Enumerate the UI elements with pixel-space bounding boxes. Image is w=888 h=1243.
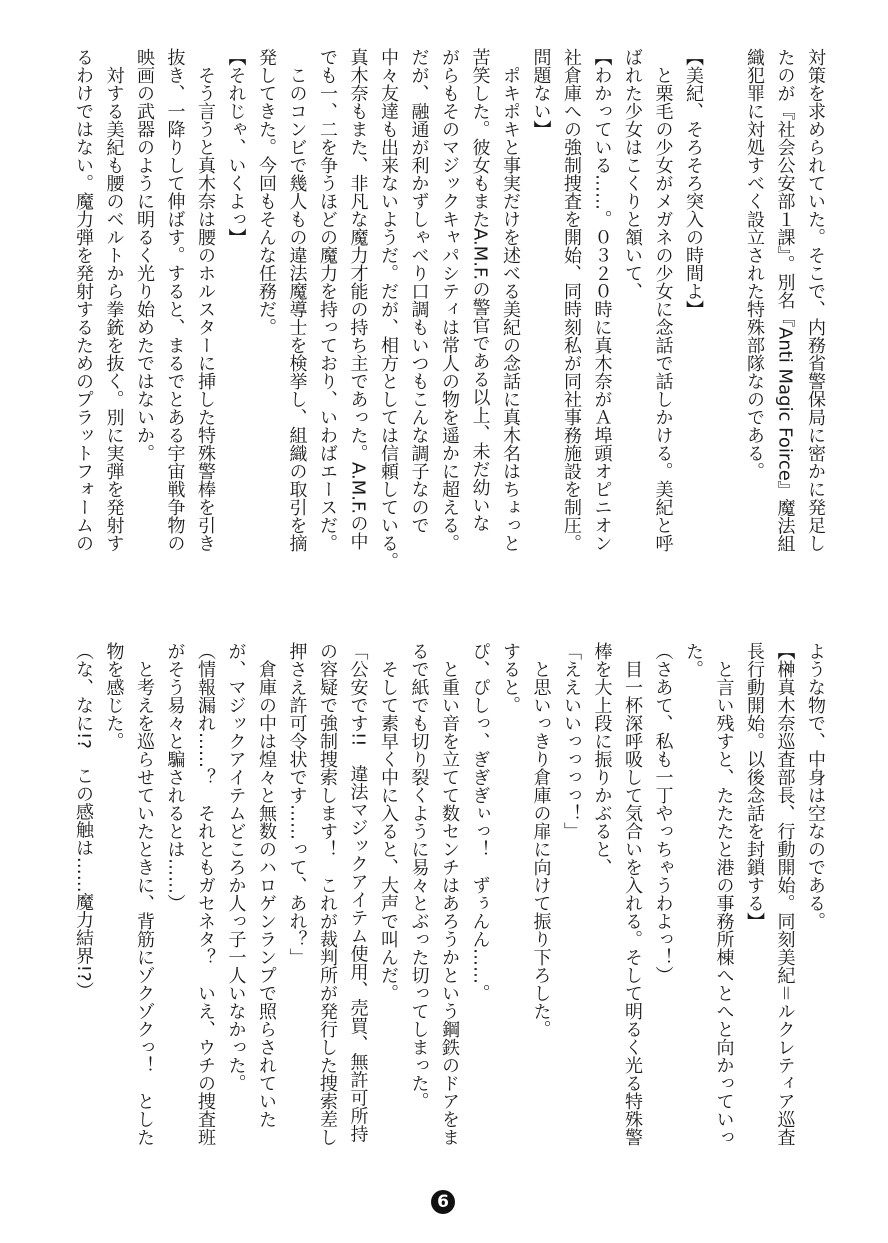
text-block-top [60,48,830,588]
text-line: 対策を求められていた。そこで、内務省警保局に密かに発足し [805,48,826,552]
text-line: 苦笑した。彼女もまたA.M.F.の警官である以上、未だ幼いな [469,48,491,533]
text-line: 倉庫の中は煌々と無数のハロゲンランプで照らされていた [256,642,277,1128]
text-line: と思いっきり倉庫の扉に向けて振り下ろした。 [530,642,552,1038]
text-line: だが、融通が利かずしゃべり口調もいつもこんな調子なので [408,48,430,534]
text-line: 【榊真木奈巡査部長、行動開始。同刻美紀＝ルクレティア巡査 [774,642,796,1146]
text-line: ような物で、中身は空なのである。 [805,642,826,930]
text-line: 「公安です!! 違法マジックアイテム使用、売買、無許可所持 [347,642,369,1143]
text-line: 物を感じた。 [103,642,125,750]
text-line: ぴ、ぴしっ、ぎぎぎぃっ！ ずぅんん……。 [469,642,491,1002]
text-line: と考えを巡らせていたときに、背筋にゾクゾクっ！ とした [134,642,155,1146]
text-block-bottom [60,642,830,1172]
text-line: 真木奈もまた、非凡な魔力才能の持ち主であった。A.M.F.の中 [347,48,369,551]
text-line: るわけではない。魔力弾を発射するためのプラットフォームの [73,48,94,552]
text-line: 問題ない】 [530,48,552,138]
text-line: と栗毛の少女がメガネの少女に念話で話しかける。美紀と呼 [652,48,674,552]
text-line: 【美紀、そろそろ突入の時間よ】 [683,48,704,318]
text-line: と重い音を立てて数センチはあろうかという鋼鉄のドアをま [439,642,460,1146]
text-line: 「ええいいっっっっ！」 [561,642,582,840]
text-line: そして素早く中に入ると、大声で叫んだ。 [378,642,399,1002]
text-line: 映画の武器のように明るく光り始めたではないか。 [134,48,155,462]
text-line: の容疑で強制捜索します！ これが裁判所が発行した捜索差し [317,642,338,1146]
text-line: 長行動開始。以後念話を封鎖する】 [744,642,765,930]
text-line: たのが『社会公安部１課』。別名『Anti Magic Foirce』魔法組 [774,48,796,553]
text-line [708,48,739,588]
text-line: がらもそのマジックキャパシティは常人の物を遥かに超える。 [439,48,460,552]
text-line: た。 [683,642,704,678]
text-line: が、マジックアイテムどころか人っ子一人いなかった。 [225,642,247,1092]
page-number: 6 [431,1190,455,1214]
text-line: がそう易々と騙されるとは……） [164,642,186,912]
text-line: 【わかっている……。０３２０時に真木奈がＡ埠頭オピニオン [591,48,613,552]
text-line: ポキポキと事実だけを述べる美紀の念話に真木名はちょっと [500,48,521,552]
text-line: 中々友達も出来ないようだ。だが、相方としては信頼している。 [378,48,399,570]
text-line: （な、なに!? この感触は……魔力結界!?） [73,642,94,1000]
text-line: ばれた少女はこくりと頷いて、 [622,48,643,300]
text-line: 織犯罪に対処すべく設立された特殊部隊なのである。 [744,48,765,480]
text-line: と言い残すと、たたたと港の事務所棟へとへと向かっていっ [713,642,735,1146]
text-line: （さあて、私も一丁やっちゃうわよっ！） [652,642,674,984]
text-line: 目一杯深呼吸して気合いを入れる。そして明るく光る特殊警 [622,642,643,1146]
text-line: （情報漏れ……？ それともガセネタ？ いえ、ウチの捜査班 [195,642,216,1146]
text-line: 抜き、一降りして伸ばす。すると、まるでとある宇宙戦争物の [164,48,186,552]
text-line: このコンビで幾人もの違法魔導士を検挙し、組織の取引を摘 [286,48,308,552]
text-line: るで紙でも切り裂くように易々とぶった切ってしまった。 [408,642,430,1110]
text-line: 押さえ許可令状です……って、あれ？」 [286,642,308,966]
text-line: 発してきた。今回もそんな任務だ。 [256,48,277,336]
text-line: 社倉庫への強制捜査を開始、同時刻私が同社事務施設を制圧。 [561,48,582,552]
text-line: そう言うと真木奈は腰のホルスターに挿した特殊警棒を引き [195,48,216,552]
text-line: 対する美紀も腰のベルトから拳銃を抜く。別に実弾を発射す [103,48,125,552]
text-line: 【それじゃ、いくよっ】 [225,48,247,246]
text-line: 棒を大上段に振りかぶると、 [591,642,613,876]
text-line: すると。 [500,642,521,714]
text-line: でも一、二を争うほどの魔力を持っており、いわばエースだ。 [317,48,338,552]
